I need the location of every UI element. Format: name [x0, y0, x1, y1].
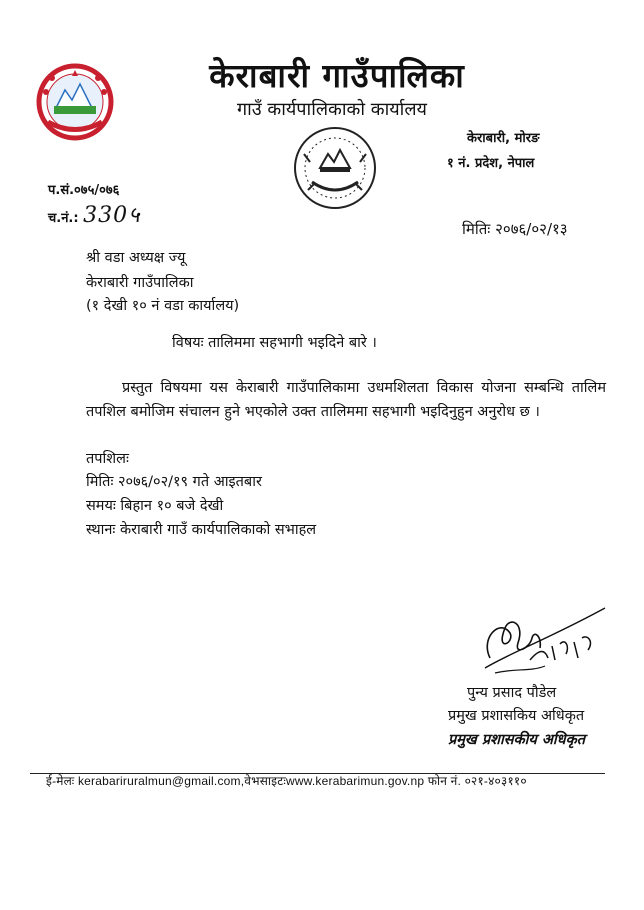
handwritten-signature [470, 598, 610, 684]
address-line-1: केराबारी, मोरङ [467, 131, 540, 146]
recipient-line-3: (१ देखी १० नं वडा कार्यालय) [86, 298, 240, 314]
details-heading: तपशिलः [86, 451, 129, 467]
office-subtitle: गाउँ कार्यपालिकाको कार्यालय [237, 99, 427, 120]
details-date: मितिः २०७६/०२/१९ गते आइतबार [86, 474, 262, 490]
address-line-2: १ नं. प्रदेश, नेपाल [447, 156, 535, 171]
letter-reference-number: प.सं.०७५/०७६ [48, 183, 120, 198]
dispatch-number [48, 199, 141, 229]
footer-contact-info: ई-मेलः kerabariruralmun@gmail.com,वेभसाइटःwww.kerabarimun.gov.np फोन नं. ०२१-४०३११० [46, 774, 527, 788]
dispatch-number-handwritten: 330५ [83, 203, 141, 228]
signatory-title: प्रमुख प्रशासकिय अधिकृत [448, 708, 585, 724]
details-time: समयः बिहान १० बजे देखी [86, 498, 224, 514]
office-stamp-seal [290, 124, 380, 212]
dispatch-number-label: च.नं.: [48, 211, 79, 226]
details-place: स्थानः केराबारी गाउँ कार्यपालिकाको सभाहल [86, 522, 317, 538]
office-title: केराबारी गाउँपालिका [209, 56, 465, 95]
letter-body-paragraph: प्रस्तुत विषयमा यस केराबारी गाउँपालिकामा उधमशिलता विकास योजना सम्बन्धि तालिम तपशिल बमोजिम संचालन हुने भएकोले उक्त तालिममा सहभागी भइदिनुहुन अनुरोध छ । [86, 380, 606, 420]
letter-subject: विषयः तालिममा सहभागी भइदिने बारे । [172, 335, 377, 351]
signatory-title-stamp: प्रमुख प्रशासकीय अधिकृत [448, 732, 585, 748]
recipient-line-2: केराबारी गाउँपालिका [86, 275, 194, 291]
signatory-name: पुन्य प्रसाद पौडेल [467, 685, 557, 701]
recipient-line-1: श्री वडा अध्यक्ष ज्यू [86, 250, 186, 266]
letter-date: मितिः २०७६/०२/१३ [462, 220, 568, 238]
